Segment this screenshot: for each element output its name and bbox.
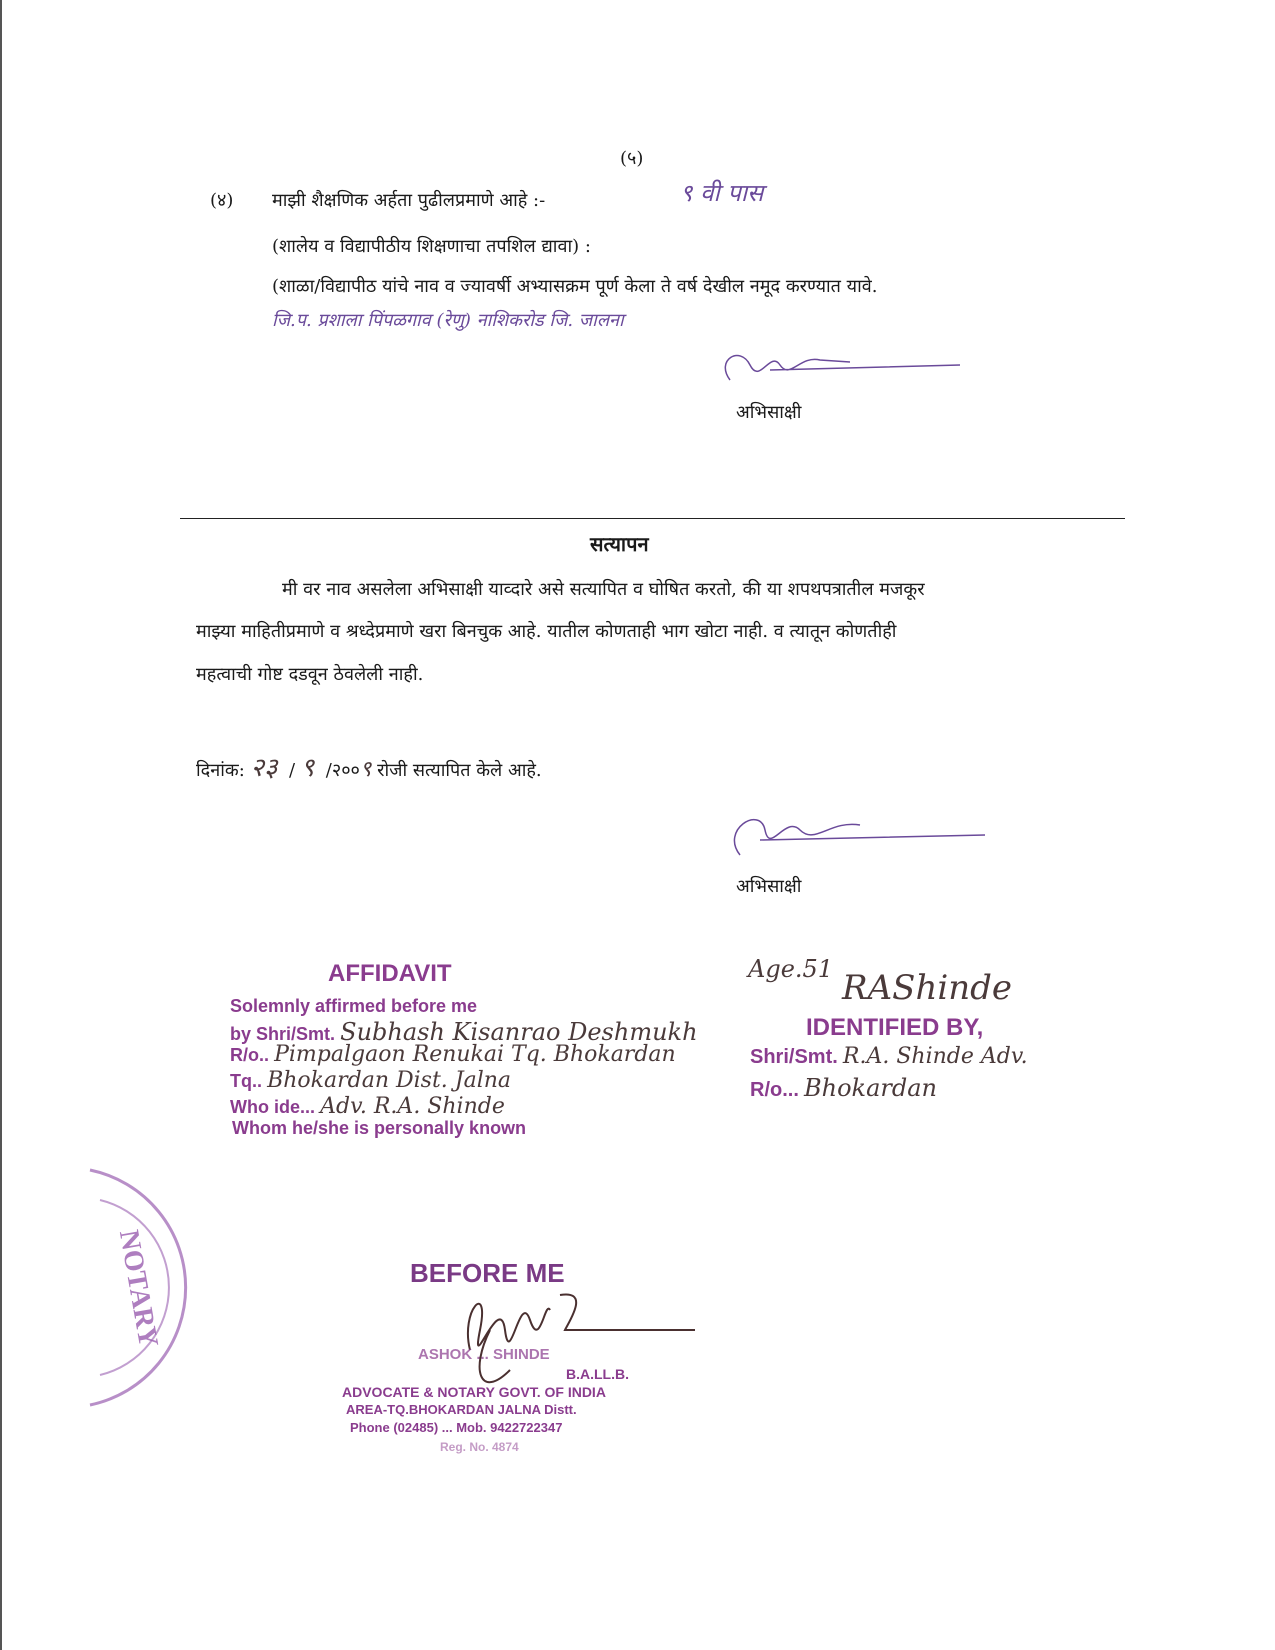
verification-text-1: मी वर नाव असलेला अभिसाक्षी याव्दारे असे सत्यापित व घोषित करतो, की या शपथपत्रातील मजकूर (282, 579, 925, 600)
instruction-line-2: (शाळा/विद्यापीठ यांचे नाव व ज्यावर्षी अभ्यासक्रम पूर्ण केला ते वर्ष देखील नमूद करण्यात यावे. (272, 276, 878, 297)
affidavit-line-6: Whom he/she is personally known (232, 1118, 527, 1138)
notary-line-4: Reg. No. 4874 (440, 1440, 519, 1454)
instruction-line: (शालेय व विद्यापीठीय शिक्षणाचा तपशिल द्यावा) : (272, 236, 591, 257)
label: Shri/Smt. (750, 1046, 838, 1068)
notary-degree: B.A.LL.B. (566, 1366, 629, 1382)
date-day: २३ (250, 753, 278, 783)
signature-deponent-2 (720, 800, 1000, 870)
affidavit-line-4 (230, 1068, 511, 1093)
seal-text: NOTARY (112, 1227, 164, 1350)
date-year-suffix: ९ (359, 757, 372, 782)
identifier-residence: Bhokardan (803, 1074, 937, 1102)
deponent-name: Subhash Kisanrao Deshmukh (340, 1018, 698, 1046)
date-suffix: रोजी सत्यापित केले आहे. (377, 760, 542, 781)
identified-line-2 (750, 1074, 937, 1102)
scan-edge (0, 0, 2, 1650)
label: Who ide... (230, 1097, 315, 1117)
date-month: ९ (300, 753, 315, 783)
section-number: (४) (210, 190, 234, 211)
taluka: Bhokardan Dist. Jalna (267, 1068, 512, 1093)
affidavit-line-3 (230, 1042, 676, 1067)
notary-line-2: AREA-TQ.BHOKARDAN JALNA Distt. (346, 1402, 577, 1417)
label: R/o.. (230, 1045, 269, 1065)
page-number: (५) (620, 148, 644, 169)
identifier-name: R.A. Shinde Adv. (842, 1044, 1028, 1069)
signer-label: अभिसाक्षी (736, 402, 802, 423)
notary-line-1: ADVOCATE & NOTARY GOVT. OF INDIA (342, 1384, 606, 1400)
label: R/o... (750, 1079, 799, 1101)
identified-title: IDENTIFIED BY, (806, 1014, 984, 1041)
verification-text-3: महत्वाची गोष्ट दडवून ठेवलेली नाही. (196, 664, 424, 685)
verification-text-2: माझ्या माहितीप्रमाणे व श्रध्देप्रमाणे खरा बिनचुक आहे. यातील कोणताही भाग खोटा नाही. व त्यातून कोणतीही (196, 621, 897, 642)
divider (180, 518, 1125, 519)
signer-label-2: अभिसाक्षी (736, 876, 802, 897)
before-me-title: BEFORE ME (410, 1258, 565, 1288)
identified-line-1 (750, 1044, 1028, 1069)
affidavit-line-1: Solemnly affirmed before me (230, 996, 478, 1016)
label: by Shri/Smt. (230, 1024, 336, 1044)
deponent-age: Age.51 (748, 955, 834, 983)
notary-line-3: Phone (02485) ... Mob. 9422722347 (350, 1420, 563, 1435)
affidavit-line-5 (230, 1094, 505, 1119)
identifier: Adv. R.A. Shinde (320, 1094, 505, 1119)
notary-seal (70, 1160, 200, 1420)
qualification-handwritten: ९ वी पास (680, 179, 764, 207)
residence: Pimpalgaon Renukai Tq. Bhokardan (274, 1042, 676, 1067)
qualification-label: माझी शैक्षणिक अर्हता पुढीलप्रमाणे आहे :- (272, 190, 546, 211)
date-year-prefix: २०० (331, 760, 360, 781)
signature-deponent-1 (710, 340, 970, 400)
verification-title: सत्यापन (590, 532, 649, 556)
date-prefix: दिनांक: (196, 760, 245, 781)
affidavit-stamp-title: AFFIDAVIT (328, 960, 452, 987)
date-line: दिनांक: २३ / ९ /२००९ रोजी सत्यापित केले आहे. (196, 753, 542, 783)
identifier-signature: RAShinde (842, 968, 1012, 1008)
notary-name: ASHOK ... SHINDE (418, 1346, 550, 1363)
label: Tq.. (230, 1071, 262, 1091)
school-handwritten: जि.प. प्रशाला पिंपळगाव (रेणु) नाशिकरोड जि. जालना (272, 310, 624, 331)
